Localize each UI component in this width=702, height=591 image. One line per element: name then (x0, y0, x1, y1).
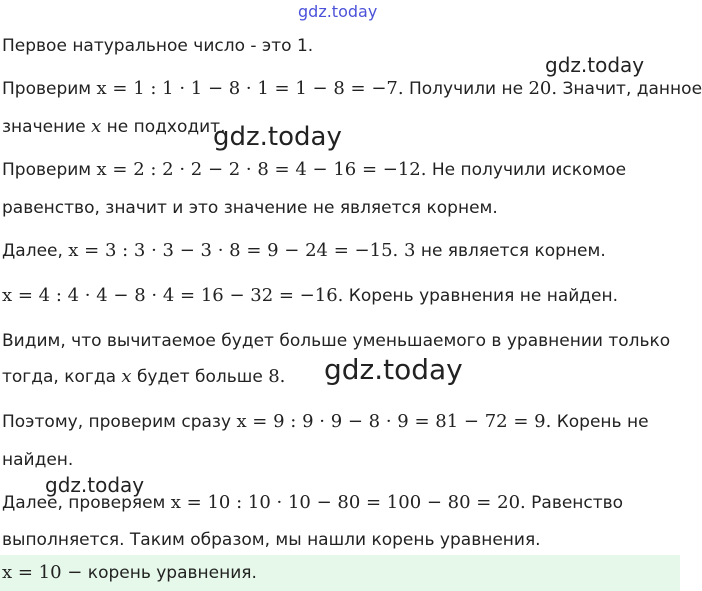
text: Проверим (2, 79, 97, 99)
math: x = 4 : 4 · 4 − 8 · 4 = 16 − 32 = −16. (2, 285, 344, 306)
text: Далее, (2, 241, 69, 261)
line-conclusion: выполняется. Таким образом, мы нашли корень уравнения. (2, 530, 541, 550)
line-not-found: найден. (2, 450, 74, 470)
line-check-x2 (2, 159, 626, 181)
math: x = 10 − (2, 562, 83, 583)
text: значение (2, 117, 92, 137)
math: x = 2 : 2 · 2 − 2 · 8 = 4 − 16 = −12. (96, 159, 427, 180)
text: Значит, данное (557, 79, 702, 99)
line-observation: Видим, что вычитаемое будет больше уменьшаемого в уравнении только (2, 331, 671, 351)
watermark: gdz.today (545, 53, 645, 77)
line-not-root: равенство, значит и это значение не является корнем. (2, 198, 498, 218)
text: не подходит. (101, 117, 226, 137)
line-check-x3 (2, 240, 606, 262)
text: Корень не (551, 412, 649, 432)
text: Не получили искомое (426, 160, 627, 180)
line-check-x1 (2, 78, 702, 100)
math-var: x (91, 116, 102, 137)
math: x = 10 : 10 · 10 − 80 = 100 − 80 = 20. (170, 492, 526, 513)
watermark: gdz.today (324, 353, 463, 386)
answer-line (2, 562, 257, 584)
line-check-x4 (2, 285, 618, 307)
watermark: gdz.today (213, 122, 342, 152)
text: Далее, проверяем (2, 493, 171, 513)
math: x = 1 : 1 · 1 − 8 · 1 = 1 − 8 = −7. (96, 78, 404, 99)
math: x = 3 : 3 · 3 − 3 · 8 = 9 − 24 = −15. 3 (68, 240, 416, 261)
text: корень уравнения. (82, 563, 257, 583)
text: Равенство (525, 493, 624, 513)
text: Получили не (403, 79, 529, 99)
text: Проверим (2, 160, 97, 180)
line-condition (2, 366, 285, 388)
line-not-fit (2, 116, 226, 138)
text: будет больше (131, 367, 269, 387)
line-first-natural: Первое натуральное число - это 1. (2, 36, 314, 56)
watermark-top: gdz.today (298, 2, 378, 21)
math-var: x (121, 366, 132, 387)
math: x = 9 : 9 · 9 − 8 · 9 = 81 − 72 = 9. (236, 411, 552, 432)
line-check-x9 (2, 411, 649, 433)
text: не является корнем. (415, 241, 606, 261)
math: 20. (528, 78, 558, 99)
watermark: gdz.today (45, 473, 145, 497)
answer-box (0, 555, 680, 591)
text: тогда, когда (2, 367, 122, 387)
math: 8. (268, 366, 286, 387)
text: Поэтому, проверим сразу (2, 412, 237, 432)
text: Корень уравнения не найден. (343, 286, 619, 306)
